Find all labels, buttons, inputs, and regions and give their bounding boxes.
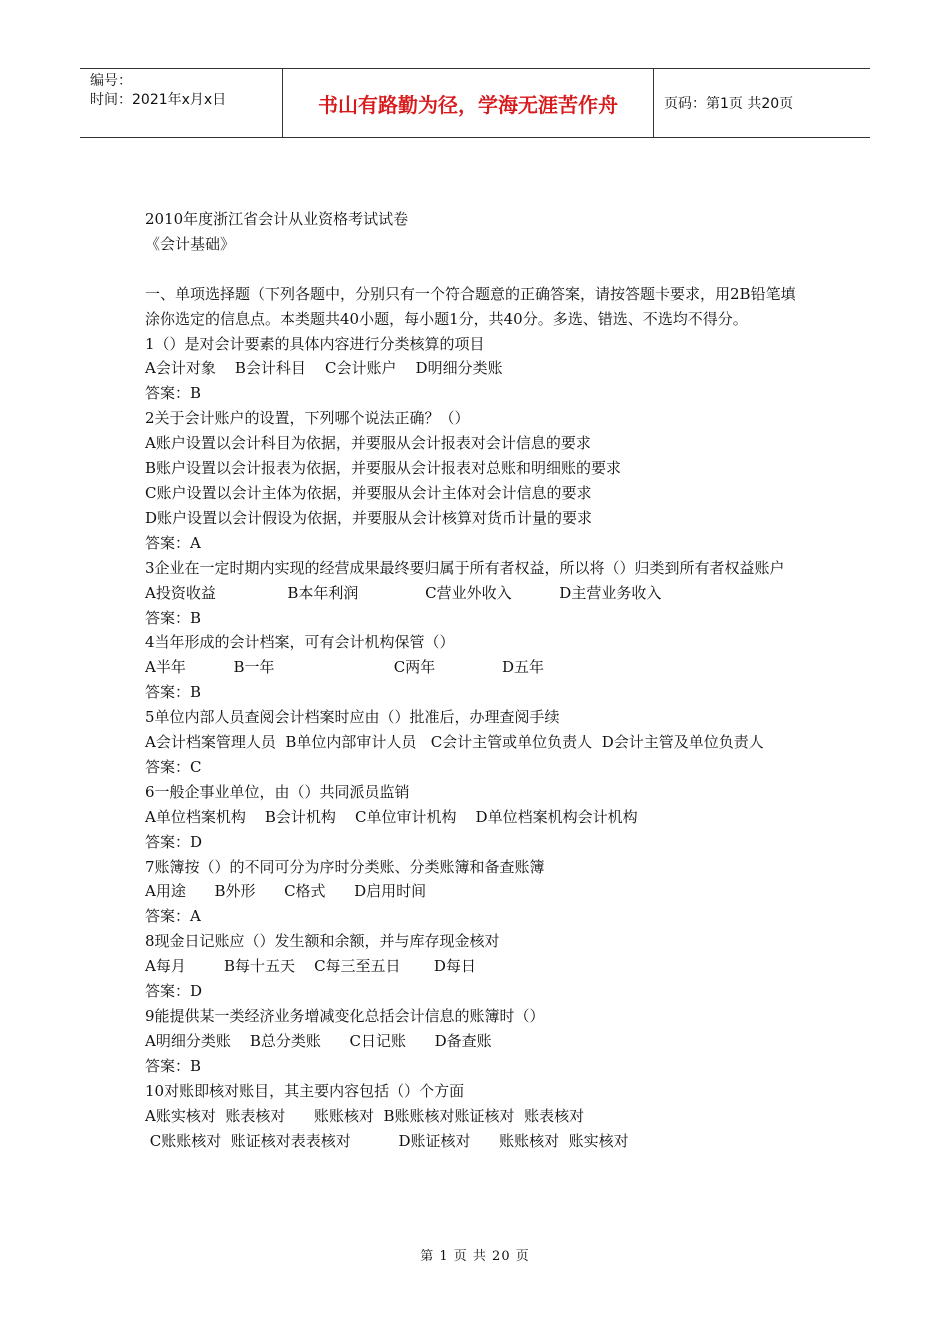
answer-text: 答案：A [145, 533, 201, 552]
question-options: A账实核对 账表核对 账账核对 B账账核对账证核对 账表核对 [145, 1106, 585, 1125]
answer-text: 答案：D [145, 832, 203, 851]
question-options: C账户设置以会计主体为依据，并要服从会计主体对会计信息的要求 [145, 483, 592, 502]
question-item [145, 332, 810, 407]
question-text: 4当年形成的会计档案，可有会计机构保管（） [145, 633, 455, 652]
document-title: 2010年度浙江省会计从业资格考试试卷 [145, 210, 409, 228]
question-options: A会计档案管理人员 B单位内部审计人员 C会计主管或单位负责人 D会计主管及单位负责人 [145, 733, 764, 752]
question-item [145, 1004, 810, 1079]
blank-line [145, 257, 810, 282]
question-options: A账户设置以会计科目为依据，并要服从会计报表对会计信息的要求 [145, 434, 591, 453]
question-text: 3企业在一定时期内实现的经营成果最终要归属于所有者权益，所以将（）归类到所有者权益账户 [145, 558, 785, 577]
header-motto: 书山有路勤为径，学海无涯苦作舟 [283, 69, 654, 137]
question-options: A会计对象 B会计科目 C会计账户 D明细分类账 [145, 359, 503, 378]
question-options: A每月 B每十五天 C每三至五日 D每日 [145, 957, 476, 976]
question-item [145, 630, 810, 705]
document-number-label: 编号： [90, 73, 132, 89]
question-list [145, 332, 810, 1154]
page-header [80, 68, 870, 138]
header-meta [80, 69, 283, 137]
answer-text: 答案：A [145, 907, 201, 926]
answer-text: 答案：B [145, 608, 202, 627]
question-item [145, 1079, 810, 1154]
question-item [145, 929, 810, 1004]
question-item [145, 780, 810, 855]
answer-text: 答案：B [145, 1056, 202, 1075]
question-text: 5单位内部人员查阅会计档案时应由（）批准后，办理查阅手续 [145, 708, 560, 727]
question-item [145, 406, 810, 555]
question-text: 1（）是对会计要素的具体内容进行分类核算的项目 [145, 334, 485, 353]
question-options: A明细分类账 B总分类账 C日记账 D备查账 [145, 1031, 492, 1050]
document-body [145, 207, 810, 1153]
answer-text: 答案：B [145, 683, 202, 702]
question-options: D账户设置以会计假设为依据，并要服从会计核算对货币计量的要求 [145, 508, 593, 527]
question-options: B账户设置以会计报表为依据，并要服从会计报表对总账和明细账的要求 [145, 459, 622, 478]
section-intro: 一、单项选择题（下列各题中，分别只有一个符合题意的正确答案，请按答题卡要求，用2B铅笔填涂你选定的信息点。本类题共40小题，每小题1分，共40分。多选、错选、不选均不得分。 [145, 284, 796, 328]
document-date-label: 时间：2021年x月x日 [90, 92, 227, 108]
question-item [145, 855, 810, 930]
question-options: A单位档案机构 B会计机构 C单位审计机构 D单位档案机构会计机构 [145, 807, 638, 826]
question-options: A投资收益 B本年利润 C营业外收入 D主营业务收入 [145, 583, 662, 602]
question-text: 7账簿按（）的不同可分为序时分类账、分类账簿和备查账簿 [145, 857, 545, 876]
question-options: A半年 B一年 C两年 D五年 [145, 658, 544, 677]
question-text: 6一般企事业单位，由（）共同派员监销 [145, 782, 410, 801]
question-text: 9能提供某一类经济业务增减变化总括会计信息的账簿时（） [145, 1007, 545, 1025]
answer-text: 答案：B [145, 384, 202, 403]
question-options: A用途 B外形 C格式 D启用时间 [145, 882, 427, 901]
document-subtitle: 《会计基础》 [145, 234, 236, 253]
question-text: 8现金日记账应（）发生额和余额，并与库存现金核对 [145, 932, 500, 951]
question-options: C账账核对 账证核对表表核对 D账证核对 账账核对 账实核对 [145, 1131, 629, 1150]
answer-text: 答案：C [145, 757, 202, 776]
answer-text: 答案：D [145, 982, 203, 1001]
page-footer: 第 1 页 共 20 页 [420, 1249, 530, 1264]
header-page-info: 页码：第1页 共20页 [664, 96, 794, 112]
question-text: 2关于会计账户的设置，下列哪个说法正确？（） [145, 409, 470, 428]
question-item [145, 705, 810, 780]
question-text: 10对账即核对账目，其主要内容包括（）个方面 [145, 1081, 465, 1100]
question-item [145, 556, 810, 631]
